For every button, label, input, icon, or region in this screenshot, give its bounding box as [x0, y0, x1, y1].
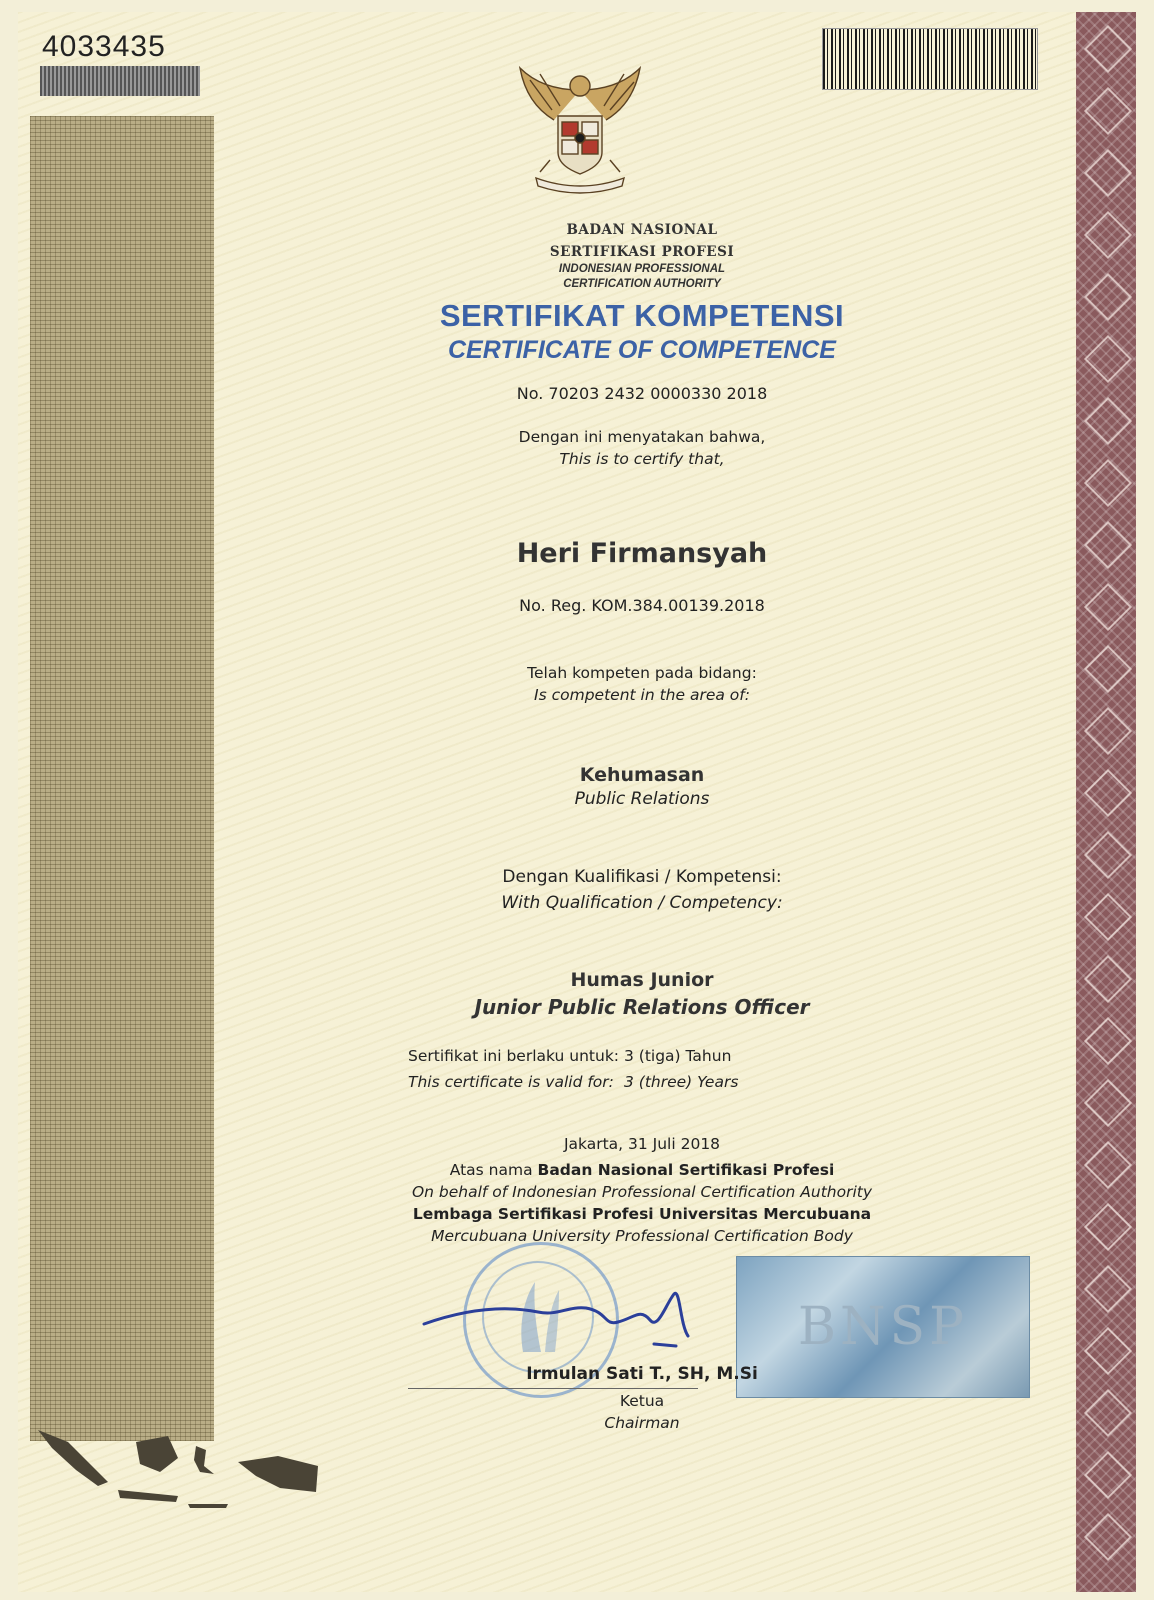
on-behalf-prefix: Atas nama	[449, 1161, 533, 1179]
certify-statement	[208, 426, 1076, 470]
validity-block	[408, 1043, 808, 1095]
signatory-name: Irmulan Sati T., SH, M.Si	[526, 1364, 758, 1384]
border-motif	[1084, 397, 1132, 445]
qualification-id: Humas Junior	[570, 969, 714, 991]
signature-line	[408, 1388, 698, 1389]
border-motif	[1084, 25, 1132, 73]
validity-label-id: Sertifikat ini berlaku untuk:	[408, 1047, 620, 1065]
border-motif	[1084, 645, 1132, 693]
signature-icon	[418, 1264, 718, 1364]
border-motif	[1084, 1079, 1132, 1127]
authority-en-line-1: INDONESIAN PROFESSIONAL	[558, 263, 726, 275]
certificate-number: No. 70203 2432 0000330 2018	[516, 384, 768, 403]
hologram-text: BNSP	[797, 1297, 969, 1357]
validity-row-en	[408, 1069, 808, 1095]
serial-number: 4033435	[42, 30, 166, 63]
certificate-title-en: CERTIFICATE OF COMPETENCE	[448, 336, 836, 364]
border-motif	[1084, 211, 1132, 259]
certification-body-en: Mercubuana University Professional Certification Body	[431, 1227, 853, 1245]
border-motif	[1084, 1203, 1132, 1251]
border-motif	[1084, 769, 1132, 817]
border-motif	[1084, 1513, 1132, 1561]
area-label-en: Is competent in the area of:	[534, 686, 750, 704]
area-en: Public Relations	[574, 789, 710, 809]
area-label	[208, 662, 1076, 706]
certificate-page	[18, 12, 1136, 1592]
validity-value-id: 3 (tiga) Tahun	[624, 1047, 732, 1065]
certify-text-en: This is to certify that,	[559, 450, 725, 468]
signatory-role-id: Ketua	[619, 1392, 665, 1410]
certification-body-id: Lembaga Sertifikasi Profesi Universitas Mercubuana	[412, 1205, 872, 1223]
authority-line-2: SERTIFIKASI PROFESI	[549, 244, 735, 260]
qualification	[208, 967, 1076, 1021]
border-motif	[1084, 955, 1132, 1003]
qualification-label-en: With Qualification / Competency:	[501, 893, 783, 913]
border-motif	[1084, 1451, 1132, 1499]
border-motif	[1084, 1389, 1132, 1437]
border-motif	[1084, 459, 1132, 507]
security-border-band	[1076, 12, 1136, 1592]
security-pattern-strip	[30, 116, 214, 1441]
border-motifs	[1076, 12, 1136, 1592]
area-id: Kehumasan	[579, 764, 705, 786]
qualification-label	[208, 864, 1076, 916]
border-motif	[1084, 87, 1132, 135]
qualification-en: Junior Public Relations Officer	[474, 995, 810, 1019]
border-motif	[1084, 1327, 1132, 1375]
competence-area	[208, 762, 1076, 810]
border-motif	[1084, 335, 1132, 383]
authority-line-1: BADAN NASIONAL	[566, 222, 718, 238]
on-behalf-line	[208, 1159, 1076, 1181]
border-motif	[1084, 149, 1132, 197]
border-motif	[1084, 273, 1132, 321]
border-motif	[1084, 1017, 1132, 1065]
on-behalf-en: On behalf of Indonesian Professional Certification Authority	[411, 1183, 873, 1201]
border-motif	[1084, 707, 1132, 755]
border-motif	[1084, 1265, 1132, 1313]
border-motif	[1084, 1141, 1132, 1189]
validity-label-en: This certificate is valid for:	[408, 1073, 614, 1091]
qualification-label-id: Dengan Kualifikasi / Kompetensi:	[502, 867, 782, 887]
signatory-role-en: Chairman	[604, 1414, 680, 1432]
registration-number: No. Reg. KOM.384.00139.2018	[519, 596, 765, 615]
validity-row-id	[408, 1043, 808, 1069]
area-label-id: Telah kompeten pada bidang:	[527, 664, 757, 682]
validity-value-en: 3 (three) Years	[624, 1073, 739, 1091]
serial-pattern	[40, 66, 200, 96]
border-motif	[1084, 583, 1132, 631]
signatory-role	[208, 1390, 1076, 1434]
holder-name: Heri Firmansyah	[516, 538, 768, 569]
certificate-title-id: SERTIFIKAT KOMPETENSI	[439, 298, 845, 333]
garuda-emblem-icon	[510, 60, 650, 200]
authority-name-id	[208, 219, 1076, 263]
border-motif	[1084, 521, 1132, 569]
issue-place-date: Jakarta, 31 Juli 2018	[563, 1135, 721, 1153]
border-motif	[1084, 831, 1132, 879]
indonesia-map-icon	[28, 1412, 328, 1542]
authority-en-line-2: CERTIFICATION AUTHORITY	[563, 278, 721, 290]
authority-name-en	[208, 262, 1076, 292]
issuing-bodies	[208, 1159, 1076, 1247]
certify-text-id: Dengan ini menyatakan bahwa,	[518, 428, 766, 446]
barcode	[822, 28, 1038, 90]
border-motif	[1084, 893, 1132, 941]
on-behalf-org: Badan Nasional Sertifikasi Profesi	[537, 1161, 835, 1179]
